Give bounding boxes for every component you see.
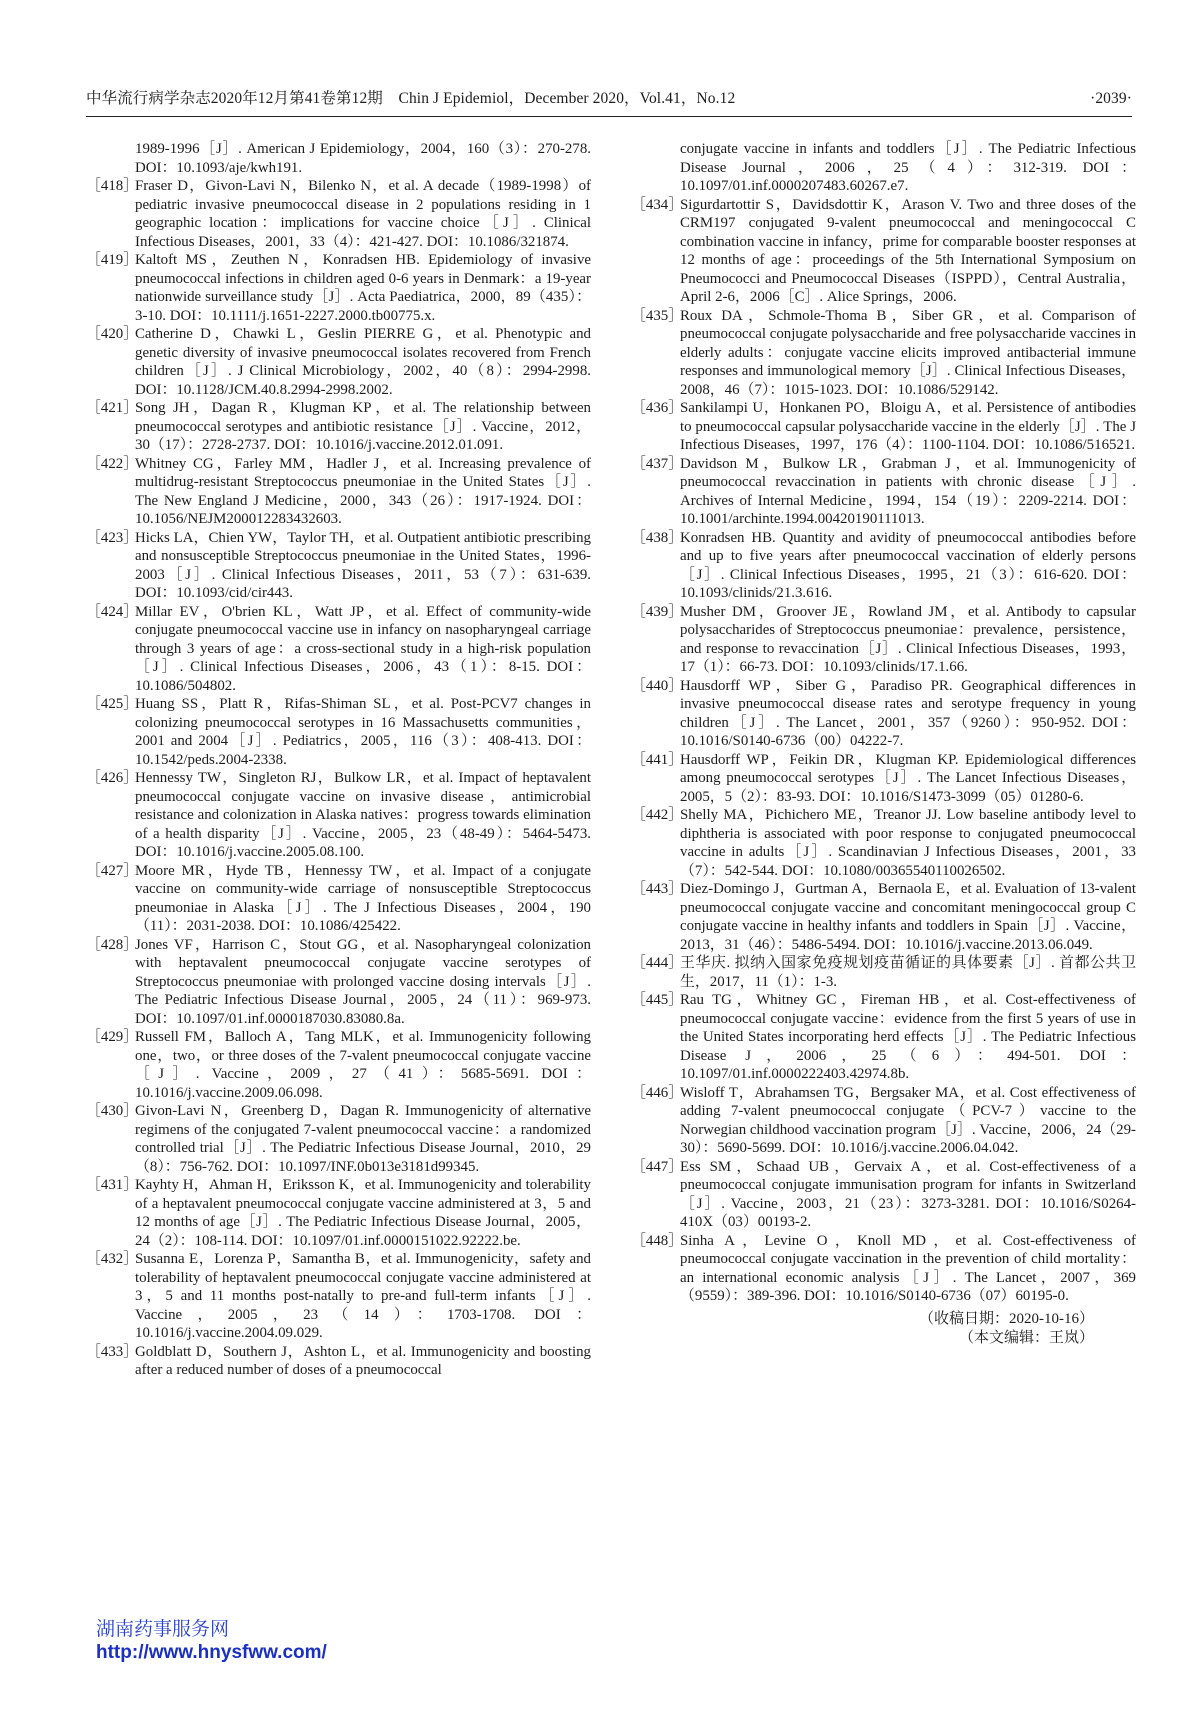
reference-entry — [631, 603, 1136, 677]
reference-text: conjugate vaccine in infants and toddlers［J］. The Pediatric Infectious Disease Journal，2006，25（4）：312-319. DOI：10.1097/01.inf.0000207483.60267.e7. — [680, 141, 1136, 194]
reference-text: Kaltoft MS，Zeuthen N，Konradsen HB. Epidemiology of invasive pneumococcal infections in children aged 0-6 years in Denmark：a 19-year nationwide surveillance study［J］. Acta Paediatrica，2000，89（435）：3-10. DOI：10.1111/j.1651-2227.2000.tb00775.x. — [135, 252, 591, 324]
reference-entry — [86, 455, 591, 529]
references-right-column — [631, 140, 1136, 1348]
reference-text: Whitney CG，Farley MM，Hadler J，et al. Increasing prevalence of multidrug-resistant Streptococcus pneumoniae in the United States［J］. The New England J Medicine，2000，343（26）：1917-1924. DOI：10.1056/NEJM200012283432603. — [135, 455, 591, 527]
watermark-footer — [96, 1618, 496, 1664]
reference-text: Hicks LA，Chien YW，Taylor TH，et al. Outpatient antibiotic prescribing and nonsusceptible Streptococcus pneumoniae in the United States，1996-2003［J］. Clinical Infectious Diseases，2011，53（7）：631-639. DOI：10.1093/cid/cir443. — [135, 529, 591, 601]
reference-entry — [631, 1232, 1136, 1306]
reference-number: ［448］ — [631, 1232, 684, 1249]
reference-number: ［431］ — [86, 1177, 139, 1193]
reference-text: Russell FM，Balloch A，Tang MLK，et al. Immunogenicity following one，two，or three doses of the 7-valent pneumococcal conjugate vaccine［J］. Vaccine，2009，27（41）：5685-5691. DOI：10.1016/j.vaccine.2009.06.098. — [135, 1029, 591, 1101]
reference-number: ［444］ — [631, 955, 684, 971]
reference-text: 1989-1996［J］. American J Epidemiology，2004，160（3）：270-278. DOI：10.1093/aje/kwh191. — [135, 141, 591, 176]
reference-entry — [86, 529, 591, 603]
reference-entry — [631, 806, 1136, 880]
reference-entry — [86, 1102, 591, 1176]
reference-number: ［439］ — [631, 603, 684, 620]
reference-text: Sankilampi U，Honkanen PO，Bloigu A，et al. Persistence of antibodies to pneumococcal capsular polysaccharide vaccine in the elderly［J］. The J Infectious Diseases，1997，176（4）：1100-1104. DOI：10.1086/516521. — [680, 400, 1136, 453]
reference-text: Ess SM，Schaad UB，Gervaix A，et al. Cost-effectiveness of a pneumococcal conjugate immunisation program for infants in Switzerland［J］. Vaccine，2003，21（23）：3273-3281. DOI：10.1016/S0264-410X（03）00193-2. — [680, 1158, 1136, 1230]
reference-number: ［436］ — [631, 400, 684, 416]
received-date: （收稿日期：2020-10-16） — [919, 1310, 1094, 1327]
reference-entry — [86, 177, 591, 251]
reference-entry — [86, 1028, 591, 1102]
reference-number: ［435］ — [631, 307, 684, 324]
reference-text: Goldblatt D，Southern J，Ashton L，et al. Immunogenicity and boosting after a reduced number of doses of a pneumococcal — [135, 1343, 591, 1378]
reference-entry — [631, 1158, 1136, 1232]
site-url[interactable]: http://www.hnysfww.com/ — [96, 1642, 327, 1663]
editor-note: （本文编辑：王岚） — [958, 1329, 1094, 1346]
reference-number: ［420］ — [86, 326, 139, 342]
reference-text: Huang SS，Platt R，Rifas-Shiman SL，et al. Post-PCV7 changes in colonizing pneumococcal serotypes in 16 Massachusetts communities，2001 and 2004［J］. Pediatrics，2005，116（3）：408-413. DOI：10.1542/peds.2004-2338. — [135, 696, 591, 768]
reference-text: Millar EV，O'brien KL，Watt JP，et al. Effect of community-wide conjugate pneumococcal vaccine use in infancy on nasopharyngeal carriage through 3 years of age：a cross-sectional study in a high-risk population［J］. Clinical Infectious Diseases，2006，43（1）：8-15. DOI：10.1086/504802. — [135, 603, 591, 694]
reference-number: ［422］ — [86, 455, 139, 472]
reference-text: Fraser D，Givon-Lavi N，Bilenko N，et al. A decade（1989-1998）of pediatric invasive pneumococcal disease in 2 populations residing in 1 geographic location：implications for vaccine choice［J］. Clinical Infectious Diseases，2001，33（4）：421-427. DOI：10.1086/321874. — [135, 178, 591, 250]
reference-text: Sinha A，Levine O，Knoll MD，et al. Cost-effectiveness of pneumococcal conjugate vaccination in the prevention of child mortality：an international economic analysis［J］. The Lancet，2007，369（9559）：389-396. DOI：10.1016/S0140-6736（07）60195-0. — [680, 1232, 1136, 1304]
journal-citation: 中华流行病学杂志2020年12月第41卷第12期 Chin J Epidemiol，December 2020，Vol.41，No.12 — [86, 90, 736, 107]
reference-text: Song JH，Dagan R，Klugman KP，et al. The relationship between pneumococcal serotypes and antibiotic resistance［J］. Vaccine，2012，30（17）：2728-2737. DOI：10.1016/j.vaccine.2012.01.091. — [135, 400, 591, 453]
page-number: ·2039· — [1090, 90, 1132, 107]
reference-text: Konradsen HB. Quantity and avidity of pneumococcal antibodies before and up to five years after pneumococcal vaccination of elderly persons［J］. Clinical Infectious Diseases，1995，21（3）：616-620. DOI：10.1093/clinids/21.3.616. — [680, 529, 1136, 601]
reference-text: Hausdorff WP，Siber G，Paradiso PR. Geographical differences in invasive pneumococcal disease rates and serotype frequency in young children［J］. The Lancet，2001，357（9260）：950-952. DOI：10.1016/S0140-6736（00）04222-7. — [680, 677, 1136, 749]
reference-number: ［428］ — [86, 936, 139, 953]
reference-entry — [631, 455, 1136, 529]
reference-number: ［434］ — [631, 196, 684, 213]
reference-entry — [86, 325, 591, 399]
running-header — [86, 86, 1132, 112]
reference-entry — [631, 677, 1136, 751]
reference-entry — [631, 196, 1136, 307]
reference-number: ［440］ — [631, 677, 684, 694]
reference-text: Hennessy TW，Singleton RJ，Bulkow LR，et al. Impact of heptavalent pneumococcal conjugate vaccine on invasive disease，antimicrobial resistance and colonization in Alaska natives：progress towards elimination of a health disparity［J］. Vaccine，2005，23（48-49）：5464-5473. DOI：10.1016/j.vaccine.2005.08.100. — [135, 770, 591, 860]
reference-number: ［446］ — [631, 1084, 684, 1101]
reference-number: ［418］ — [86, 178, 139, 194]
reference-number: ［433］ — [86, 1343, 139, 1360]
reference-text: Jones VF，Harrison C，Stout GG，et al. Nasopharyngeal colonization with heptavalent pneumococcal conjugate vaccine serotypes of Streptococcus pneumoniae with prolonged vaccine dosing intervals［J］. The Pediatric Infectious Disease Journal，2005，24（11）：969-973. DOI：10.1097/01.inf.0000187030.83080.8a. — [135, 936, 591, 1027]
reference-entry — [86, 140, 591, 177]
reference-number: ［441］ — [631, 751, 684, 768]
reference-text: Susanna E，Lorenza P，Samantha B，et al. Immunogenicity，safety and tolerability of heptavalent pneumococcal conjugate vaccine administered at 3，5 and 11 months post-natally to pre-and full-term infants［J］. Vaccine，2005，23（14）：1703-1708. DOI：10.1016/j.vaccine.2004.09.029. — [135, 1251, 591, 1341]
reference-text: Givon-Lavi N，Greenberg D，Dagan R. Immunogenicity of alternative regimens of the conjugated 7-valent pneumococcal vaccine：a randomized controlled trial［J］. The Pediatric Infectious Disease Journal，2010，29（8）：756-762. DOI：10.1097/INF.0b013e3181d99345. — [135, 1103, 591, 1175]
reference-entry — [631, 140, 1136, 196]
reference-number: ［438］ — [631, 529, 684, 546]
reference-entry — [86, 695, 591, 769]
header-divider — [86, 116, 1132, 117]
reference-text: Diez-Domingo J，Gurtman A，Bernaola E，et al. Evaluation of 13-valent pneumococcal conjugate vaccine and concomitant meningococcal group C conjugate vaccine in healthy infants and toddlers in Spain［J］. Vaccine，2013，31（46）：5486-5494. DOI：10.1016/j.vaccine.2013.06.049. — [680, 881, 1136, 953]
reference-text: Wisloff T，Abrahamsen TG，Bergsaker MA，et al. Cost effectiveness of adding 7-valent pneumococcal conjugate（PCV-7）vaccine to the Norwegian childhood vaccination program［J］. Vaccine，2006，24（29-30）：5690-5699. DOI：10.1016/j.vaccine.2006.04.042. — [680, 1084, 1136, 1156]
reference-entry — [86, 936, 591, 1029]
reference-number: ［432］ — [86, 1251, 139, 1267]
reference-number: ［427］ — [86, 862, 139, 879]
reference-number: ［442］ — [631, 807, 684, 823]
reference-text: Shelly MA，Pichichero ME，Treanor JJ. Low baseline antibody level to diphtheria is associated with poor response to conjugated pneumococcal vaccine in adults［J］. Scandinavian J Infectious Diseases，2001，33（7）：542-544. DOI：10.1080/00365540110026502. — [680, 807, 1136, 879]
reference-entry — [86, 603, 591, 696]
reference-entry — [631, 399, 1136, 455]
manuscript-receipt — [631, 1310, 1136, 1348]
reference-number: ［419］ — [86, 252, 139, 268]
reference-entry — [631, 1084, 1136, 1158]
reference-text: Hausdorff WP，Feikin DR，Klugman KP. Epidemiological differences among pneumococcal serotypes［J］. The Lancet Infectious Diseases，2005，5（2）：83-93. DOI：10.1016/S1473-3099（05）01280-6. — [680, 751, 1136, 805]
reference-number: ［443］ — [631, 881, 684, 897]
reference-text: Davidson M，Bulkow LR，Grabman J，et al. Immunogenicity of pneumococcal revaccination in patients with chronic disease［J］. Archives of Internal Medicine，1994，154（19）：2209-2214. DOI：10.1001/archinte.1994.00420190111013. — [680, 455, 1136, 527]
reference-number: ［424］ — [86, 603, 139, 620]
reference-number: ［421］ — [86, 400, 139, 416]
reference-entry — [86, 251, 591, 325]
reference-number: ［423］ — [86, 529, 139, 546]
reference-text: 王华庆. 拟纳入国家免疫规划疫苗循证的具体要素［J］. 首都公共卫生，2017，11（1）：1-3. — [680, 955, 1136, 990]
reference-text: Catherine D，Chawki L，Geslin PIERRE G，et al. Phenotypic and genetic diversity of invasive pneumococcal isolates recovered from French children［J］. J Clinical Microbiology，2002，40（8）：2994-2998. DOI：10.1128/JCM.40.8.2994-2998.2002. — [135, 326, 591, 398]
reference-entry — [631, 751, 1136, 807]
reference-number: ［447］ — [631, 1158, 684, 1175]
reference-entry — [631, 529, 1136, 603]
reference-text: Roux DA，Schmole-Thoma B，Siber GR，et al. Comparison of pneumococcal conjugate polysaccharide and free polysaccharide vaccines in elderly adults：conjugate vaccine elicits improved antibacterial immune responses and immunological memory［J］. Clinical Infectious Diseases，2008，46（7）：1015-1023. DOI：10.1086/529142. — [680, 307, 1137, 398]
site-name: 湖南药事服务网 — [96, 1618, 230, 1640]
reference-entry — [86, 1176, 591, 1250]
reference-text: Kayhty H，Ahman H，Eriksson K，et al. Immunogenicity and tolerability of a heptavalent pneumococcal conjugate vaccine administered at 3，5 and 12 months of age［J］. The Pediatric Infectious Disease Journal，2005，24（2）：108-114. DOI：10.1097/01.inf.0000151022.92222.be. — [135, 1177, 591, 1249]
reference-entry — [631, 880, 1136, 954]
reference-entry — [86, 1343, 591, 1380]
reference-entry — [86, 769, 591, 862]
reference-number: ［437］ — [631, 455, 684, 472]
reference-entry — [631, 954, 1136, 991]
reference-text: Rau TG，Whitney GC，Fireman HB，et al. Cost-effectiveness of pneumococcal conjugate vaccine：evidence from the first 5 years of use in the United States incorporating herd effects［J］. The Pediatric Infectious Disease J，2006，25（6）：494-501. DOI：10.1097/01.inf.0000222403.42974.8b. — [680, 992, 1136, 1082]
reference-number: ［425］ — [86, 696, 139, 712]
reference-number: ［445］ — [631, 992, 684, 1008]
reference-number: ［429］ — [86, 1029, 139, 1045]
reference-entry — [86, 1250, 591, 1343]
reference-text: Moore MR，Hyde TB，Hennessy TW，et al. Impact of a conjugate vaccine on community-wide carriage of nonsusceptible Streptococcus pneumoniae in Alaska［J］. The J Infectious Diseases，2004，190（11）：2031-2038. DOI：10.1086/425422. — [135, 862, 591, 934]
reference-entry — [631, 991, 1136, 1084]
reference-entry — [86, 862, 591, 936]
reference-entry — [631, 307, 1136, 400]
reference-number: ［430］ — [86, 1103, 139, 1119]
reference-number: ［426］ — [86, 770, 139, 786]
reference-entry — [86, 399, 591, 455]
reference-text: Musher DM，Groover JE，Rowland JM，et al. Antibody to capsular polysaccharides of Streptococcus pneumoniae：prevalence，persistence，and response to revaccination［J］. Clinical Infectious Diseases，1993，17（1）：66-73. DOI：10.1093/clinids/17.1.66. — [680, 603, 1136, 675]
reference-text: Sigurdartottir S，Davidsdottir K，Arason V. Two and three doses of the CRM197 conjugated 9-valent pneumococcal and meningococcal C combination vaccine in infancy，prime for comparable booster responses at 12 months of age：proceedings of the 5th International Symposium on Pneumococci and Pneumococcal Diseases（ISPPD），Central Australia，April 2-6，2006［C］. Alice Springs，2006. — [680, 196, 1136, 305]
references-left-column — [86, 140, 591, 1380]
